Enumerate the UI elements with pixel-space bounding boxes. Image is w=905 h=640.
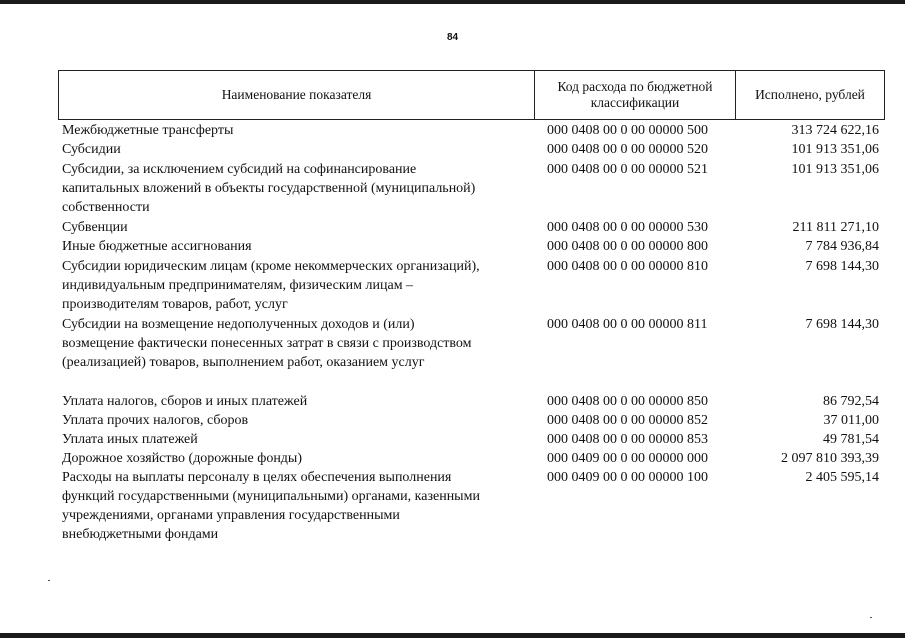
row-name: Субсидии юридическим лицам (кроме некоммерческих организаций), индивидуальным предпринимателям, физическим лицам – производителям товаров, работ, услуг bbox=[62, 259, 480, 312]
row-code: 000 0409 00 0 00 00000 000 bbox=[547, 451, 708, 466]
row-name: Иные бюджетные ассигнования bbox=[62, 239, 252, 254]
row-executed: 101 913 351,06 bbox=[791, 162, 879, 177]
header-executed: Исполнено, рублей bbox=[755, 87, 865, 102]
row-name: Дорожное хозяйство (дорожные фонды) bbox=[62, 451, 303, 466]
row-code: 000 0408 00 0 00 00000 530 bbox=[547, 220, 708, 235]
row-name: Уплата иных платежей bbox=[62, 432, 198, 447]
header-name: Наименование показателя bbox=[221, 87, 372, 102]
row-executed: 2 405 595,14 bbox=[805, 470, 879, 485]
row-executed: 37 011,00 bbox=[823, 413, 879, 428]
row-executed: 7 784 936,84 bbox=[805, 239, 879, 254]
row-code: 000 0408 00 0 00 00000 811 bbox=[547, 317, 708, 332]
row-code: 000 0408 00 0 00 00000 810 bbox=[547, 259, 708, 274]
scan-speck bbox=[48, 580, 50, 581]
row-code: 000 0408 00 0 00 00000 853 bbox=[547, 432, 708, 447]
header-code: Код расхода по бюджетной классификации bbox=[534, 71, 736, 119]
row-code: 000 0408 00 0 00 00000 520 bbox=[547, 142, 708, 157]
row-name: Субсидии bbox=[62, 142, 121, 157]
scan-speck bbox=[870, 617, 872, 618]
row-executed: 7 698 144,30 bbox=[805, 259, 879, 274]
row-executed: 49 781,54 bbox=[823, 432, 879, 447]
row-name: Уплата прочих налогов, сборов bbox=[62, 413, 249, 428]
row-executed: 7 698 144,30 bbox=[805, 317, 879, 332]
row-name: Уплата налогов, сборов и иных платежей bbox=[62, 394, 308, 409]
row-name: Субсидии, за исключением субсидий на софинансирование капитальных вложений в объекты государственной (муниципальной) собственности bbox=[62, 162, 476, 215]
row-name: Расходы на выплаты персоналу в целях обеспечения выполнения функций государственными (муниципальными) органами, казенными учреждениями, органами управления государственными внебюджетными фондами bbox=[62, 470, 480, 542]
row-executed: 2 097 810 393,39 bbox=[781, 451, 879, 466]
row-code: 000 0408 00 0 00 00000 852 bbox=[547, 413, 708, 428]
row-executed: 313 724 622,16 bbox=[791, 123, 879, 138]
row-code: 000 0408 00 0 00 00000 850 bbox=[547, 394, 708, 409]
row-code: 000 0409 00 0 00 00000 100 bbox=[547, 470, 708, 485]
table-header bbox=[58, 70, 885, 120]
top-border-rule bbox=[0, 0, 905, 4]
row-name: Субвенции bbox=[62, 220, 128, 235]
row-name: Субсидии на возмещение недополученных доходов и (или) возмещение фактически понесенных затрат в связи с производством (реализацией) товаров, выполнением работ, оказанием услуг bbox=[62, 317, 472, 370]
row-code: 000 0408 00 0 00 00000 521 bbox=[547, 162, 708, 177]
row-name: Межбюджетные трансферты bbox=[62, 123, 234, 138]
row-code: 000 0408 00 0 00 00000 500 bbox=[547, 123, 708, 138]
row-code: 000 0408 00 0 00 00000 800 bbox=[547, 239, 708, 254]
bottom-border-rule bbox=[0, 633, 905, 638]
row-executed: 86 792,54 bbox=[823, 394, 879, 409]
row-executed: 101 913 351,06 bbox=[791, 142, 879, 157]
row-executed: 211 811 271,10 bbox=[792, 220, 879, 235]
page-number: 84 bbox=[446, 32, 459, 43]
